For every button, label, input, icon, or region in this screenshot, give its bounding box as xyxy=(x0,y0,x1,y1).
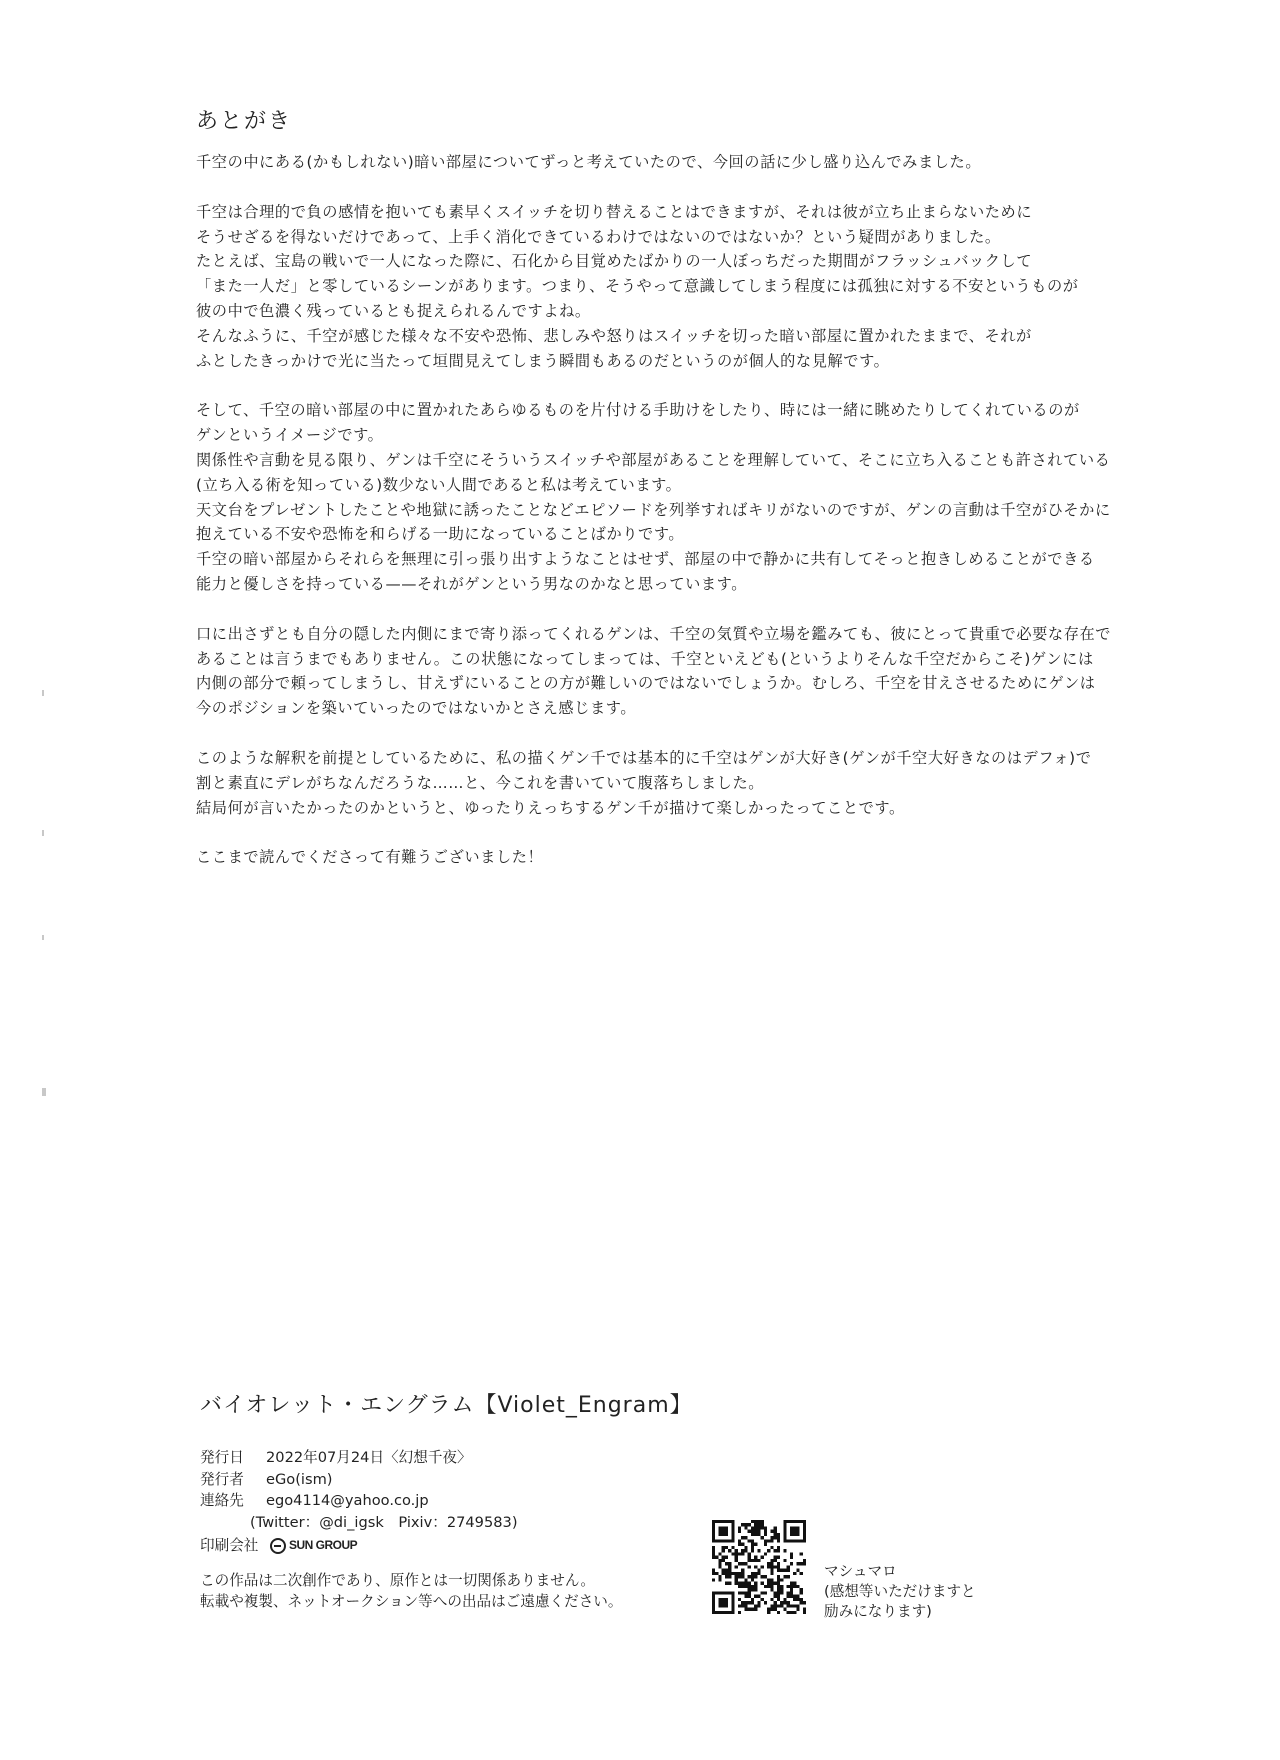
afterword-body xyxy=(196,150,1196,895)
scan-artifact xyxy=(42,830,44,836)
qr-code-icon[interactable] xyxy=(712,1520,806,1614)
afterword-line: そして、千空の暗い部屋の中に置かれたあらゆるものを片付ける手助けをしたり、時には一緒に眺めたりしてくれているのが xyxy=(196,401,1080,420)
publisher-label: 発行者 xyxy=(200,1470,244,1488)
afterword-line: 天文台をプレゼントしたことや地獄に誘ったことなどエピソードを列挙すればキリがないのですが、ゲンの言動は千空がひそかに xyxy=(196,500,1111,519)
afterword-line: そうせざるを得ないだけであって、上手く消化できているわけではないのではないか？という疑問がありました。 xyxy=(196,227,1001,246)
afterword-line: 内側の部分で頼ってしまうし、甘えずにいることの方が難しいのではないでしょうか。むしろ、千空を甘えさせるためにゲンは xyxy=(196,674,1096,693)
scan-artifact xyxy=(42,690,44,696)
afterword-line: 今のポジションを築いていったのではないかとさえ感じます。 xyxy=(196,699,637,718)
afterword-line: ここまで読んでくださって有難うございました！ xyxy=(196,848,544,867)
afterword-line: 抱えている不安や恐怖を和らげる一助になっていることばかりです。 xyxy=(196,525,685,544)
sun-group-logo-mark-icon xyxy=(270,1538,286,1554)
afterword-line: 割と素直にデレがちなんだろうな……と、今これを書いていて腹落ちしました。 xyxy=(196,773,765,792)
afterword-line: 結局何が言いたかったのかというと、ゆったりえっちするゲン千が描けて楽しかったってことです。 xyxy=(196,798,905,817)
marshmallow-note-1: (感想等いただけますと xyxy=(824,1583,976,1600)
afterword-paragraph xyxy=(196,746,1196,820)
afterword-paragraph xyxy=(196,200,1196,374)
afterword-paragraph xyxy=(196,150,1196,175)
printer-label: 印刷会社 xyxy=(200,1537,259,1554)
book-title: バイオレット・エングラム【Violet_Engram】 xyxy=(200,1393,693,1418)
publication-info xyxy=(200,1447,1100,1557)
published-value: 2022年07月24日〈幻想千夜〉 xyxy=(266,1449,472,1466)
contact-row xyxy=(200,1490,1100,1512)
marshmallow-caption xyxy=(824,1562,976,1622)
afterword-line: 口に出さずとも自分の隠した内側にまで寄り添ってくれるゲンは、千空の気質や立場を鑑みても、彼にとって貴重で必要な存在で xyxy=(196,624,1112,643)
printer-row xyxy=(200,1535,1100,1557)
afterword-paragraph xyxy=(196,845,1196,870)
afterword-heading: あとがき xyxy=(196,109,293,134)
afterword-line: 「また一人だ」と零しているシーンがあります。つまり、そうやって意識してしまう程度には孤独に対する不安というものが xyxy=(196,277,1079,296)
afterword-line: 彼の中で色濃く残っているとも捉えられるんですよね。 xyxy=(196,301,591,320)
disclaimer-line-2: 転載や複製、ネットオークション等への出品はご遠慮ください。 xyxy=(200,1593,623,1610)
afterword-line: 能力と優しさを持っている——それがゲンという男なのかなと思っています。 xyxy=(196,574,748,593)
scan-artifact xyxy=(42,1088,46,1096)
marshmallow-label: マシュマロ xyxy=(824,1563,897,1580)
sun-group-logo-text: SUN GROUP xyxy=(289,1538,358,1552)
contact-email[interactable]: ego4114@yahoo.co.jp xyxy=(266,1492,429,1509)
afterword-line: そんなふうに、千空が感じた様々な不安や恐怖、悲しみや怒りはスイッチを切った暗い部屋に置かれたままで、それが xyxy=(196,326,1032,345)
contact-social: (Twitter：@di_igsk Pixiv：2749583) xyxy=(250,1513,518,1531)
afterword-line: 千空の中にある(かもしれない)暗い部屋についてずっと考えていたので、今回の話に少し盛り込んでみました。 xyxy=(196,153,982,171)
published-row xyxy=(200,1447,1100,1469)
afterword-line: 千空の暗い部屋からそれらを無理に引っ張り出すようなことはせず、部屋の中で静かに共有してそっと抱きしめることができる xyxy=(196,550,1095,569)
afterword-paragraph xyxy=(196,398,1196,596)
afterword-paragraph xyxy=(196,622,1196,721)
afterword-line: 関係性や言動を見る限り、ゲンは千空にそういうスイッチや部屋があることを理解していて、そこに立ち入ることも許されている xyxy=(196,450,1111,469)
afterword-line: このような解釈を前提としているために、私の描くゲン千では基本的に千空はゲンが大好き(ゲンが千空大好きなのはデフォ)で xyxy=(196,748,1092,767)
sun-group-logo xyxy=(270,1535,357,1557)
published-label: 発行日 xyxy=(200,1449,244,1466)
afterword-line: (立ち入る術を知っている)数少ない人間であると私は考えています。 xyxy=(196,475,682,494)
afterword-line: たとえば、宝島の戦いで一人になった際に、石化から目覚めたばかりの一人ぼっちだった期間がフラッシュバックして xyxy=(196,252,1033,271)
publisher-row xyxy=(200,1469,1100,1491)
afterword-line: 千空は合理的で負の感情を抱いても素早くスイッチを切り替えることはできますが、それは彼が立ち止まらないために xyxy=(196,202,1033,221)
afterword-line: あることは言うまでもありません。この状態になってしまっては、千空といえども(というよりそんな千空だからこそ)ゲンには xyxy=(196,649,1094,668)
contact-label: 連絡先 xyxy=(200,1492,244,1509)
marshmallow-note-2: 励みになります) xyxy=(824,1603,932,1620)
afterword-line: ゲンというイメージです。 xyxy=(196,426,384,445)
scan-artifact xyxy=(42,935,44,940)
disclaimer-line-1: この作品は二次創作であり、原作とは一切関係ありません。 xyxy=(200,1571,595,1589)
afterword-line: ふとしたきっかけで光に当たって垣間見えてしまう瞬間もあるのだというのが個人的な見解です。 xyxy=(196,351,890,370)
publisher-value: eGo(ism) xyxy=(266,1470,333,1488)
